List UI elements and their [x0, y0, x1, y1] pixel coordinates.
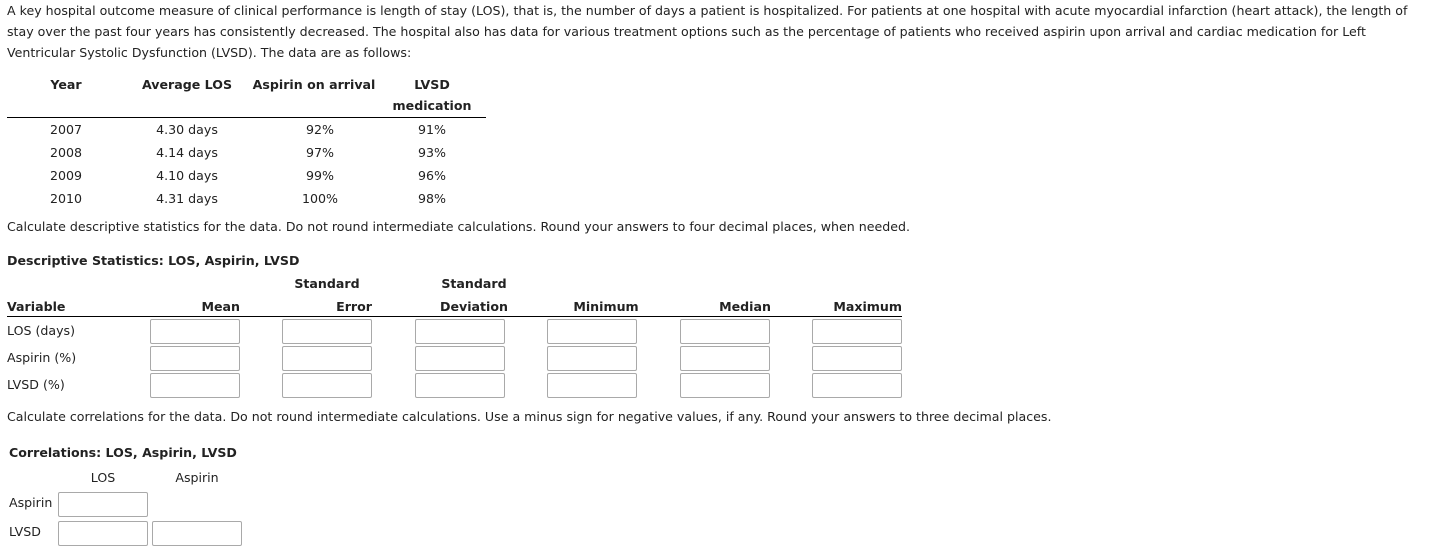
- correlations-instruction: Calculate correlations for the data. Do not round intermediate calculations. Use a minus sign for negative values, if any. Round your answers to three decimal places.: [7, 409, 1052, 424]
- corr-row-label-aspirin: Aspirin: [9, 495, 53, 510]
- aspirin-standard-deviation-input[interactable]: [415, 346, 505, 371]
- cell-los: 4.10 days: [156, 168, 218, 183]
- header-lvsd-line2: medication: [392, 98, 472, 113]
- cell-lvsd: 96%: [418, 168, 446, 183]
- los-mean-input[interactable]: [150, 319, 240, 344]
- aspirin-maximum-input[interactable]: [812, 346, 902, 371]
- header-minimum: Minimum: [573, 299, 639, 314]
- row-label-aspirin: Aspirin (%): [7, 350, 77, 365]
- aspirin-median-input[interactable]: [680, 346, 770, 371]
- cell-aspirin: 99%: [306, 168, 334, 183]
- los-maximum-input[interactable]: [812, 319, 902, 344]
- header-sd-line2: Deviation: [440, 299, 508, 314]
- los-standard-error-input[interactable]: [282, 319, 372, 344]
- cell-aspirin: 100%: [301, 191, 338, 206]
- header-maximum: Maximum: [833, 299, 902, 314]
- corr-aspirin-los-input[interactable]: [58, 492, 148, 517]
- aspirin-mean-input[interactable]: [150, 346, 240, 371]
- los-standard-deviation-input[interactable]: [415, 319, 505, 344]
- corr-header-los: LOS: [90, 470, 116, 485]
- cell-lvsd: 98%: [418, 191, 446, 206]
- lvsd-standard-deviation-input[interactable]: [415, 373, 505, 398]
- header-sd-line1: Standard: [441, 276, 507, 291]
- cell-lvsd: 91%: [418, 122, 446, 137]
- lvsd-median-input[interactable]: [680, 373, 770, 398]
- lvsd-maximum-input[interactable]: [812, 373, 902, 398]
- cell-year: 2007: [49, 122, 83, 137]
- problem-intro: A key hospital outcome measure of clinical performance is length of stay (LOS), that is, the number of days a patient is hospitalized. For patients at one hospital with acute myocardial infarction (heart attack), the length of stay over the past four years has consistently decreased. The hospital also has data for various treatment options such as the percentage of patients who received aspirin upon arrival and cardiac medication for Left Ventricular Systolic Dysfunction (LVSD). The data are as follows:: [7, 3, 1408, 60]
- lvsd-minimum-input[interactable]: [547, 373, 637, 398]
- cell-los: 4.31 days: [156, 191, 218, 206]
- lvsd-standard-error-input[interactable]: [282, 373, 372, 398]
- aspirin-standard-error-input[interactable]: [282, 346, 372, 371]
- cell-los: 4.14 days: [156, 145, 218, 160]
- table-header-rule: [7, 117, 486, 118]
- corr-lvsd-aspirin-input[interactable]: [152, 521, 242, 546]
- corr-row-label-lvsd: LVSD: [9, 524, 41, 539]
- descriptive-instruction: Calculate descriptive statistics for the data. Do not round intermediate calculations. Round your answers to four decimal places, when needed.: [7, 219, 910, 234]
- header-median: Median: [719, 299, 771, 314]
- cell-lvsd: 93%: [418, 145, 446, 160]
- lvsd-mean-input[interactable]: [150, 373, 240, 398]
- header-lvsd-line1: LVSD: [414, 77, 450, 92]
- descriptive-header-rule: [7, 316, 902, 317]
- header-se-line1: Standard: [294, 276, 360, 291]
- header-year: Year: [50, 77, 82, 92]
- cell-year: 2008: [49, 145, 83, 160]
- los-median-input[interactable]: [680, 319, 770, 344]
- descriptive-title: Descriptive Statistics: LOS, Aspirin, LVSD: [7, 253, 300, 268]
- correlations-title: Correlations: LOS, Aspirin, LVSD: [9, 445, 237, 460]
- cell-year: 2009: [49, 168, 83, 183]
- row-label-lvsd: LVSD (%): [7, 377, 65, 392]
- cell-aspirin: 97%: [306, 145, 334, 160]
- cell-aspirin: 92%: [306, 122, 334, 137]
- aspirin-minimum-input[interactable]: [547, 346, 637, 371]
- header-variable: Variable: [7, 299, 66, 314]
- los-minimum-input[interactable]: [547, 319, 637, 344]
- corr-header-aspirin: Aspirin: [175, 470, 219, 485]
- header-se-line2: Error: [336, 299, 372, 314]
- corr-lvsd-los-input[interactable]: [58, 521, 148, 546]
- header-mean: Mean: [201, 299, 240, 314]
- cell-los: 4.30 days: [156, 122, 218, 137]
- cell-year: 2010: [49, 191, 83, 206]
- row-label-los: LOS (days): [7, 323, 76, 338]
- header-average-los: Average LOS: [141, 77, 233, 92]
- header-aspirin-on-arrival: Aspirin on arrival: [252, 77, 376, 92]
